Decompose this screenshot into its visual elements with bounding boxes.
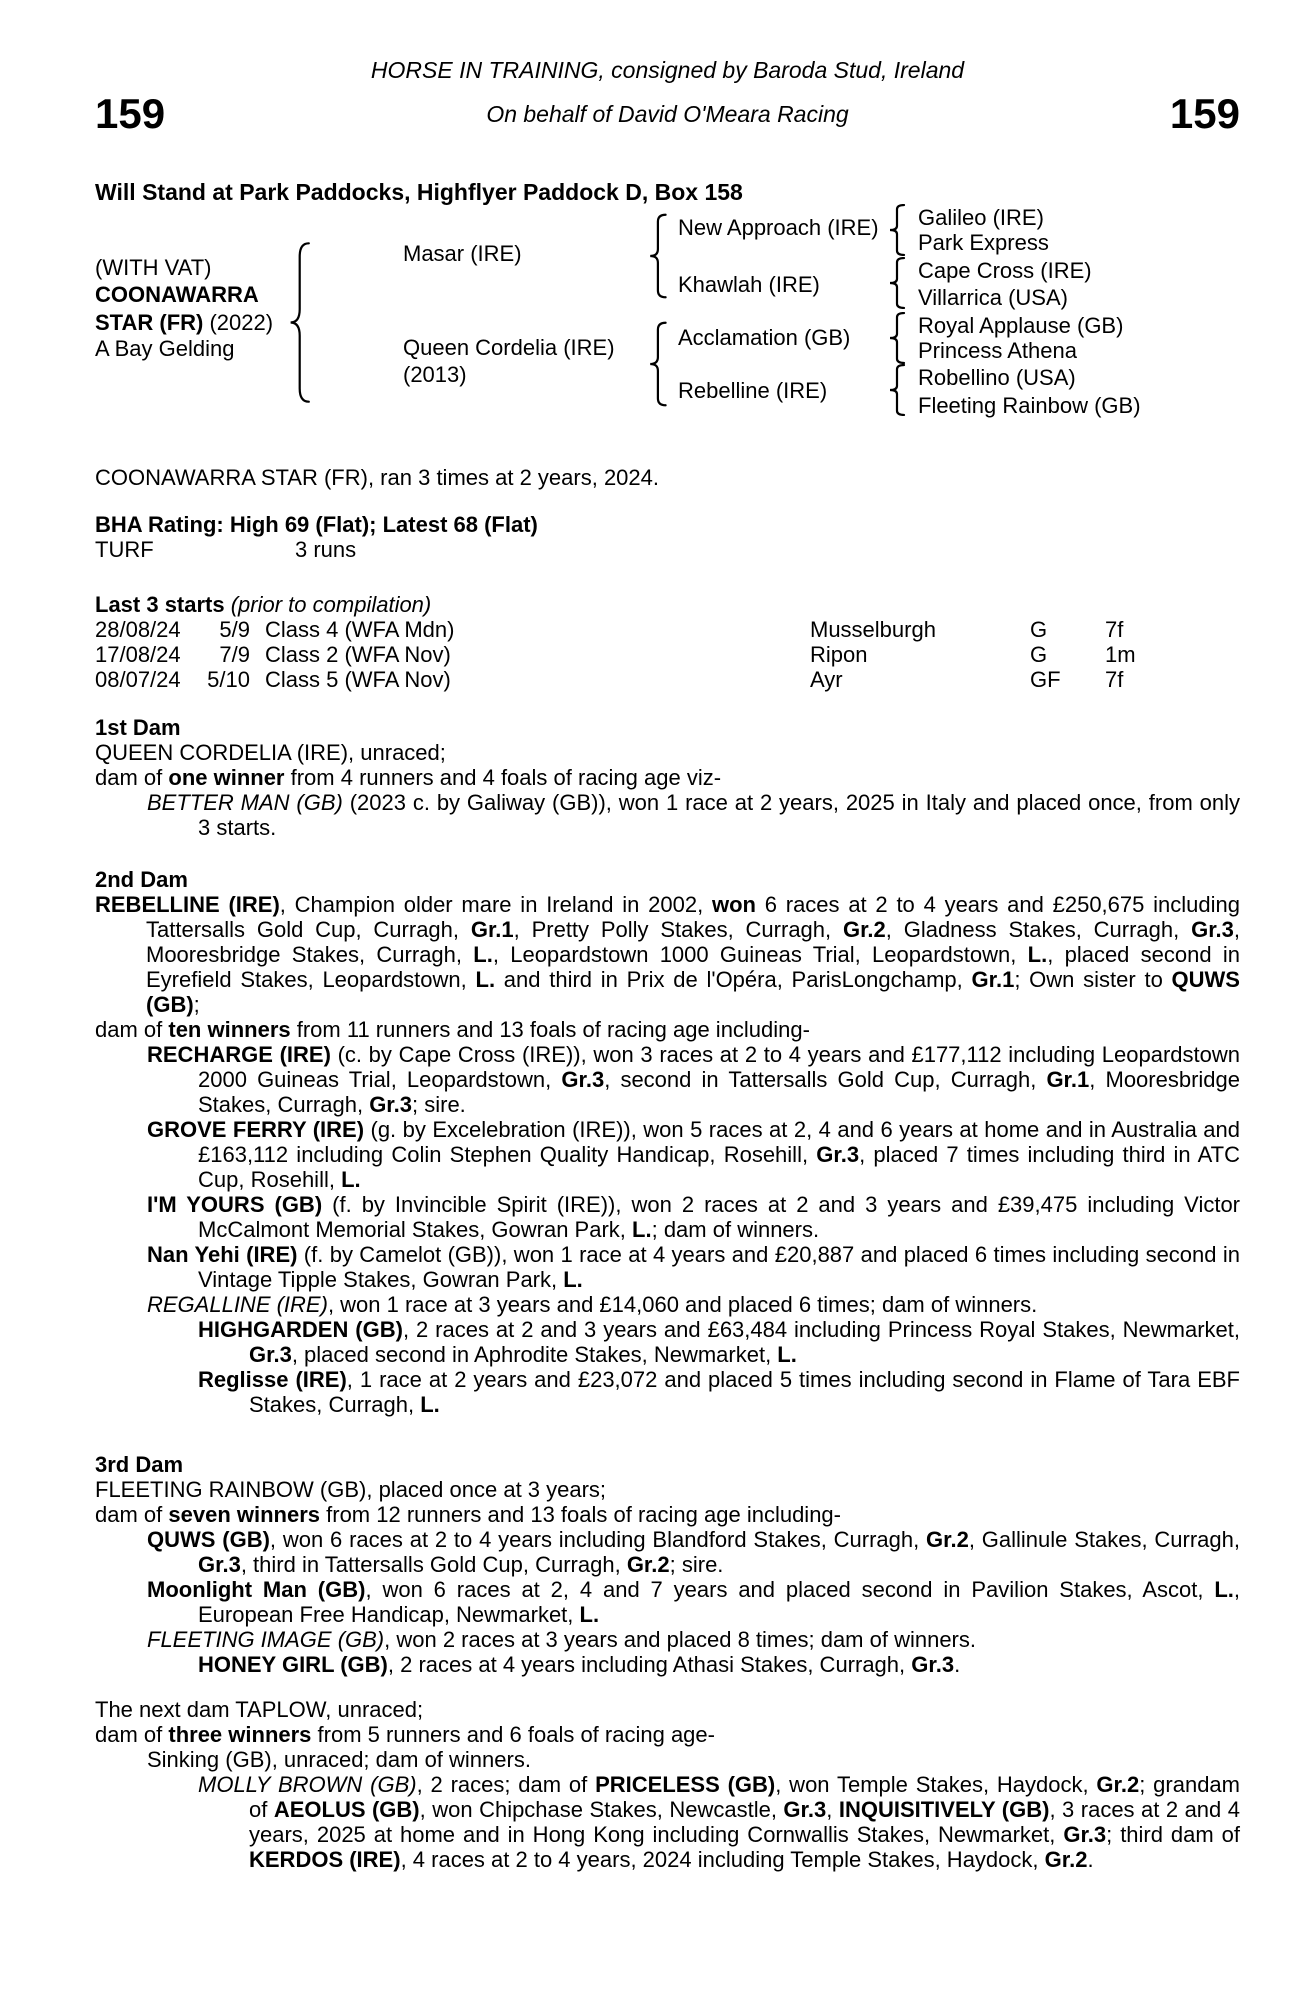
granddam-2: Rebelline (IRE) bbox=[678, 378, 828, 403]
sire-name: Masar (IRE) bbox=[403, 241, 522, 266]
start-course: Musselburgh bbox=[810, 617, 936, 642]
dam-line: FLEETING RAINBOW (GB), placed once at 3 years; bbox=[95, 1477, 607, 1502]
start-position: 7/9 bbox=[219, 642, 250, 667]
progeny-entry: RECHARGE (IRE) (c. by Cape Cross (IRE)), won 3 races at 2 to 4 years and £177,112 including Leopardstown 2000 Guineas Trial, Leopardstown, Gr.3, second in Tattersalls Gold Cup, Curragh, Gr.1, Mooresbridge Stakes, Curragh, Gr.3; sire. bbox=[147, 1042, 1241, 1117]
pedigree-brace-g3-2 bbox=[888, 257, 908, 309]
foal-year: (2022) bbox=[209, 310, 274, 335]
great-grandparent-6: Princess Athena bbox=[918, 338, 1077, 363]
pedigree-brace-sire bbox=[648, 213, 670, 299]
ran-line: COONAWARRA STAR (FR), ran 3 times at 2 years, 2024. bbox=[95, 465, 659, 490]
section-3rd-dam bbox=[95, 1452, 1240, 1677]
progeny-entry: I'M YOURS (GB) (f. by Invincible Spirit (IRE)), won 2 races at 2 and 3 years and £39,475 including Victor McCalmont Memorial Stakes, Gowran Park, L.; dam of winners. bbox=[147, 1192, 1241, 1242]
pedigree-brace-dam bbox=[648, 321, 670, 407]
dam-line: The next dam TAPLOW, unraced; bbox=[95, 1697, 424, 1722]
section-heading: 1st Dam bbox=[95, 715, 181, 740]
start-going: GF bbox=[1030, 667, 1061, 692]
dam-line: QUEEN CORDELIA (IRE), unraced; bbox=[95, 740, 446, 765]
last-starts-note: (prior to compilation) bbox=[230, 592, 432, 617]
start-date: 08/07/24 bbox=[95, 667, 181, 692]
start-row bbox=[95, 667, 1240, 692]
start-distance: 1m bbox=[1105, 642, 1136, 667]
horse-description: A Bay Gelding bbox=[95, 336, 235, 361]
last-starts-label: Last 3 starts bbox=[95, 592, 231, 617]
consignor-line-1: HORSE IN TRAINING, consigned by Baroda Stud, Ireland bbox=[370, 57, 965, 83]
start-position: 5/9 bbox=[219, 617, 250, 642]
start-distance: 7f bbox=[1105, 667, 1124, 692]
last-starts-block bbox=[95, 592, 1240, 692]
progeny-entry: Sinking (GB), unraced; dam of winners. bbox=[147, 1747, 531, 1772]
start-going: G bbox=[1030, 617, 1048, 642]
granddam-1: Khawlah (IRE) bbox=[678, 272, 820, 297]
start-row bbox=[95, 617, 1240, 642]
runs-count: 3 runs bbox=[295, 537, 357, 562]
great-grandparent-1: Galileo (IRE) bbox=[918, 205, 1044, 230]
great-grandparent-8: Fleeting Rainbow (GB) bbox=[918, 393, 1141, 418]
pedigree-brace-g3-1 bbox=[888, 204, 908, 256]
progeny-entry: GROVE FERRY (IRE) (g. by Excelebration (IRE)), won 5 races at 2, 4 and 6 years at home and in Australia and £163,112 including Colin Stephen Quality Handicap, Rosehill, Gr.3, placed 7 times including third in ATC Cup, Rosehill, L. bbox=[147, 1117, 1240, 1192]
great-grandparent-2: Park Express bbox=[918, 230, 1049, 255]
progeny-entry: HIGHGARDEN (GB), 2 races at 2 and 3 years and £63,484 including Princess Royal Stakes, Newmarket, Gr.3, placed second in Aphrodite Stakes, Newmarket, L. bbox=[198, 1317, 1240, 1367]
section-2nd-dam bbox=[95, 867, 1240, 1417]
dam-year: (2013) bbox=[403, 362, 467, 387]
lot-number-left: 159 bbox=[95, 90, 166, 137]
surface-row bbox=[95, 537, 1240, 562]
start-date: 28/08/24 bbox=[95, 617, 181, 642]
progeny-entry: BETTER MAN (GB) (2023 c. by Galiway (GB)), won 1 race at 2 years, 2025 in Italy and placed once, from only 3 starts. bbox=[147, 790, 1240, 840]
race-record-line bbox=[95, 465, 1240, 490]
bha-rating-line: BHA Rating: High 69 (Flat); Latest 68 (Flat) bbox=[95, 512, 538, 537]
horse-name: STAR (FR) bbox=[95, 310, 204, 335]
start-course: Ripon bbox=[810, 642, 868, 667]
grandsire-2: Acclamation (GB) bbox=[678, 325, 851, 350]
pedigree-brace-g3-4 bbox=[888, 364, 908, 416]
vat-note: (WITH VAT) bbox=[95, 255, 212, 280]
pedigree-brace-g3-3 bbox=[888, 312, 908, 364]
start-class: Class 5 (WFA Nov) bbox=[265, 667, 451, 692]
pedigree-tree bbox=[95, 200, 1255, 475]
produce-summary: dam of three winners from 5 runners and 6 foals of racing age- bbox=[95, 1722, 715, 1747]
produce-summary: dam of one winner from 4 runners and 4 foals of racing age viz- bbox=[95, 765, 722, 790]
surface-label: TURF bbox=[95, 537, 154, 562]
start-course: Ayr bbox=[810, 667, 843, 692]
great-grandparent-7: Robellino (USA) bbox=[918, 365, 1076, 390]
start-going: G bbox=[1030, 642, 1048, 667]
great-grandparent-3: Cape Cross (IRE) bbox=[918, 258, 1092, 283]
section-next-dam bbox=[95, 1697, 1240, 1872]
horse-name-line1: COONAWARRA bbox=[95, 282, 259, 307]
produce-summary: dam of ten winners from 11 runners and 13 foals of racing age including- bbox=[95, 1017, 810, 1042]
section-heading: 3rd Dam bbox=[95, 1452, 184, 1477]
great-grandparent-4: Villarrica (USA) bbox=[918, 285, 1068, 310]
dam-line: REBELLINE (IRE), Champion older mare in Ireland in 2002, won 6 races at 2 to 4 years and £250,675 including Tattersalls Gold Cup, Curragh, Gr.1, Pretty Polly Stakes, Curragh, Gr.2, Gladness Stakes, Curragh, Gr.3, Mooresbridge Stakes, Curragh, L., Leopardstown 1000 Guineas Trial, Leopardstown, L., placed second in Eyrefield Stakes, Leopardstown, L. and third in Prix de l'Opéra, ParisLongchamp, Gr.1; Own sister to QUWS (GB); bbox=[95, 892, 1241, 1017]
horse-name-line2 bbox=[95, 310, 273, 335]
produce-summary: dam of seven winners from 12 runners and 13 foals of racing age including- bbox=[95, 1502, 841, 1527]
progeny-entry: Reglisse (IRE), 1 race at 2 years and £23,072 and placed 5 times including second in Flame of Tara EBF Stakes, Curragh, L. bbox=[198, 1367, 1240, 1417]
pedigree-brace-gen1 bbox=[288, 240, 314, 405]
start-class: Class 2 (WFA Nov) bbox=[265, 642, 451, 667]
section-1st-dam bbox=[95, 715, 1240, 840]
progeny-entry: MOLLY BROWN (GB), 2 races; dam of PRICELESS (GB), won Temple Stakes, Haydock, Gr.2; grandam of AEOLUS (GB), won Chipchase Stakes, Newcastle, Gr.3, INQUISITIVELY (GB), 3 races at 2 and 4 years, 2025 at home and in Hong Kong including Cornwallis Stakes, Newmarket, Gr.3; third dam of KERDOS (IRE), 4 races at 2 to 4 years, 2024 including Temple Stakes, Haydock, Gr.2. bbox=[198, 1772, 1241, 1872]
dam-name: Queen Cordelia (IRE) bbox=[403, 335, 615, 360]
start-class: Class 4 (WFA Mdn) bbox=[265, 617, 455, 642]
progeny-entry: Moonlight Man (GB), won 6 races at 2, 4 and 7 years and placed second in Pavilion Stakes, Ascot, L., European Free Handicap, Newmarket, L. bbox=[147, 1577, 1241, 1627]
stand-location-line: Will Stand at Park Paddocks, Highflyer Paddock D, Box 158 bbox=[95, 179, 743, 205]
progeny-entry: QUWS (GB), won 6 races at 2 to 4 years including Blandford Stakes, Curragh, Gr.2, Gallinule Stakes, Curragh, Gr.3, third in Tattersalls Gold Cup, Curragh, Gr.2; sire. bbox=[147, 1527, 1241, 1577]
progeny-entry: FLEETING IMAGE (GB), won 2 races at 3 years and placed 8 times; dam of winners. bbox=[147, 1627, 976, 1652]
grandsire-1: New Approach (IRE) bbox=[678, 215, 879, 240]
last-starts-heading bbox=[95, 592, 1240, 617]
start-position: 5/10 bbox=[207, 667, 250, 692]
section-heading: 2nd Dam bbox=[95, 867, 188, 892]
bha-rating-block bbox=[95, 512, 1240, 562]
great-grandparent-5: Royal Applause (GB) bbox=[918, 313, 1124, 338]
progeny-entry: HONEY GIRL (GB), 2 races at 4 years including Athasi Stakes, Curragh, Gr.3. bbox=[198, 1652, 961, 1677]
progeny-entry: Nan Yehi (IRE) (f. by Camelot (GB)), won 1 race at 4 years and £20,887 and placed 6 times including second in Vintage Tipple Stakes, Gowran Park, L. bbox=[147, 1242, 1240, 1292]
start-distance: 7f bbox=[1105, 617, 1124, 642]
consignor-line-2: On behalf of David O'Meara Racing bbox=[486, 101, 849, 127]
start-row bbox=[95, 642, 1240, 667]
start-date: 17/08/24 bbox=[95, 642, 181, 667]
progeny-entry: REGALLINE (IRE), won 1 race at 3 years and £14,060 and placed 6 times; dam of winners. bbox=[147, 1292, 1038, 1317]
lot-number-right: 159 bbox=[1169, 90, 1240, 137]
